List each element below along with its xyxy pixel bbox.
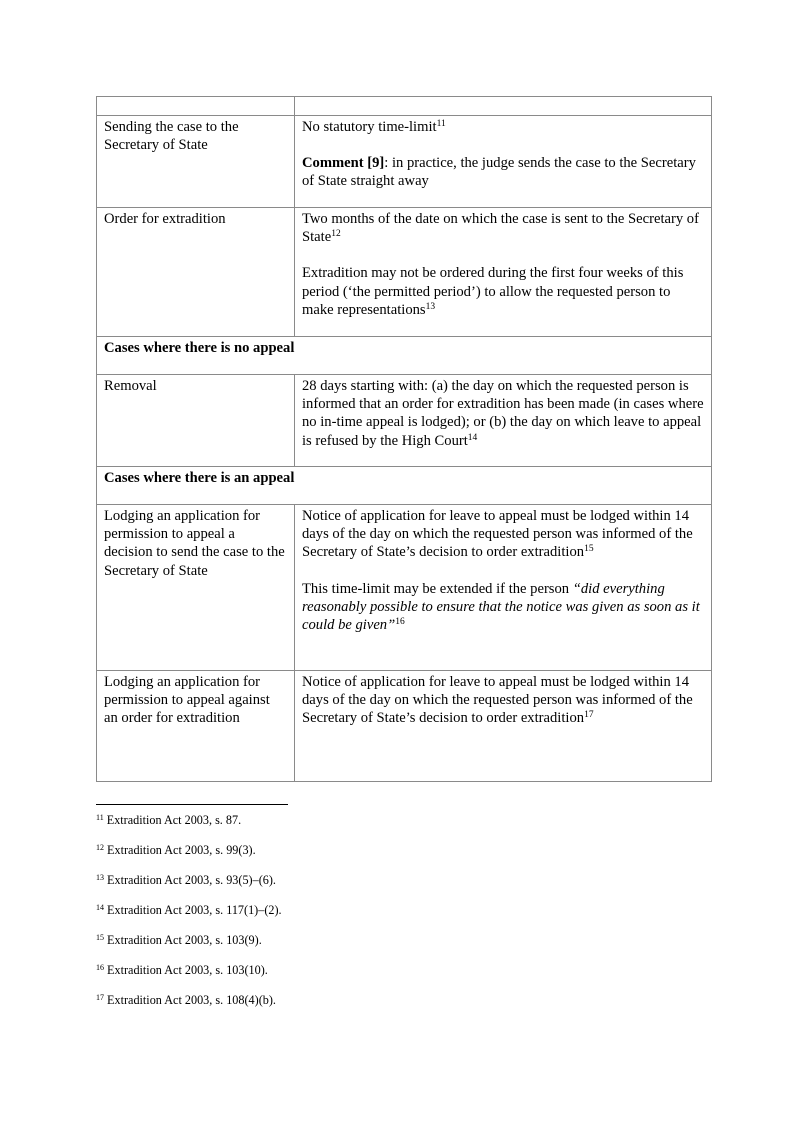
row-label-removal bbox=[97, 375, 295, 467]
footnote-number: 15 bbox=[96, 933, 104, 942]
footnote-divider bbox=[96, 804, 288, 805]
footnote-ref[interactable]: 12 bbox=[331, 229, 341, 240]
footnote-ref[interactable]: 17 bbox=[584, 710, 594, 721]
time-limit-text: Notice of application for leave to appeal must be lodged within 14 days of the day on which the requested person was informed of the Secretary of State’s decision to order extradition bbox=[302, 508, 693, 561]
footnote-text: Extradition Act 2003, s. 93(5)–(6). bbox=[107, 873, 276, 887]
table-row bbox=[97, 116, 712, 208]
footnote bbox=[96, 993, 711, 1008]
footnote-ref[interactable]: 13 bbox=[425, 301, 436, 312]
cell-text bbox=[302, 507, 704, 562]
row-value-removal bbox=[295, 375, 712, 467]
footnote bbox=[96, 933, 711, 948]
footnote bbox=[96, 903, 711, 918]
row-label-sending-case bbox=[97, 116, 295, 208]
row-label-appeal-order bbox=[97, 671, 295, 782]
footnote-text: Extradition Act 2003, s. 87. bbox=[106, 813, 242, 827]
comment-text: : in practice, the judge sends the case to the Secretary of State straight away bbox=[302, 155, 696, 190]
table-row-empty bbox=[97, 97, 712, 116]
footnote-number: 11 bbox=[96, 813, 104, 822]
extension-quote: “did everything reasonably possible to ensure that the notice was given as soon as it could be given” bbox=[302, 580, 700, 634]
section-heading-row bbox=[97, 337, 712, 375]
table-cell bbox=[295, 97, 712, 116]
table-row bbox=[97, 375, 712, 467]
footnote-text: Extradition Act 2003, s. 103(10). bbox=[107, 963, 268, 977]
cell-text bbox=[302, 673, 704, 728]
footnote-ref[interactable]: 11 bbox=[436, 119, 446, 129]
table-row bbox=[97, 208, 712, 337]
footnote bbox=[96, 963, 711, 978]
cell-text bbox=[302, 580, 704, 635]
cell-text: Removal bbox=[104, 378, 157, 394]
footnote-number: 13 bbox=[96, 873, 104, 882]
section-heading-appeal: Cases where there is an appeal bbox=[97, 467, 712, 505]
footnote-text: Extradition Act 2003, s. 103(9). bbox=[107, 933, 262, 947]
row-value-order-extradition bbox=[295, 208, 712, 337]
table-row bbox=[97, 505, 712, 671]
table-row bbox=[97, 671, 712, 782]
footnote-number: 17 bbox=[96, 993, 104, 1002]
footnote-number: 14 bbox=[96, 903, 104, 912]
time-limit-text: 28 days starting with: (a) the day on which the requested person is informed that an order for extradition has been made (in cases where no in-time appeal is lodged); or (b) the day on which leave to appeal is refused by the High Court bbox=[302, 378, 704, 449]
row-value-appeal-order bbox=[295, 671, 712, 782]
footnote-number: 12 bbox=[96, 843, 104, 852]
footnote-text: Extradition Act 2003, s. 99(3). bbox=[107, 843, 256, 857]
cell-text bbox=[302, 377, 704, 450]
extension-text: This time-limit may be extended if the person bbox=[302, 580, 573, 597]
note-text: Extradition may not be ordered during the first four weeks of this period (‘the permitted period’) to allow the requested person to make representations bbox=[302, 265, 684, 318]
footnote-ref[interactable]: 14 bbox=[467, 432, 478, 443]
footnote-text: Extradition Act 2003, s. 117(1)–(2). bbox=[107, 903, 282, 917]
time-limit-text: Notice of application for leave to appeal must be lodged within 14 days of the day on which the requested person was informed of the Secretary of State’s decision to order extradition bbox=[302, 674, 693, 727]
time-limits-table bbox=[96, 96, 712, 782]
footnote bbox=[96, 813, 711, 828]
row-value-sending-case bbox=[295, 116, 712, 208]
cell-text: Lodging an application for permission to appeal against an order for extradition bbox=[104, 674, 270, 727]
footnote-text: Extradition Act 2003, s. 108(4)(b). bbox=[107, 993, 276, 1007]
row-label-order-extradition bbox=[97, 208, 295, 337]
footnote-ref[interactable]: 16 bbox=[395, 617, 405, 628]
section-heading-no-appeal: Cases where there is no appeal bbox=[97, 337, 712, 375]
footnotes bbox=[96, 813, 711, 1023]
cell-text bbox=[302, 264, 704, 319]
cell-text: Sending the case to the Secretary of State bbox=[104, 119, 239, 154]
cell-text: Order for extradition bbox=[104, 211, 226, 227]
cell-text: Lodging an application for permission to appeal a decision to send the case to the Secretary of State bbox=[104, 508, 285, 579]
footnote bbox=[96, 873, 711, 888]
comment-paragraph bbox=[302, 154, 704, 190]
row-value-appeal-send bbox=[295, 505, 712, 671]
time-limit-text: No statutory time-limit bbox=[302, 119, 437, 135]
time-limit-text: Two months of the date on which the case is sent to the Secretary of State bbox=[302, 211, 699, 246]
table-cell bbox=[97, 97, 295, 116]
cell-text bbox=[302, 118, 704, 136]
footnote bbox=[96, 843, 711, 858]
row-label-appeal-send bbox=[97, 505, 295, 671]
footnote-ref[interactable]: 15 bbox=[584, 544, 594, 555]
section-heading-row bbox=[97, 467, 712, 505]
footnote-number: 16 bbox=[96, 963, 104, 972]
cell-text bbox=[302, 210, 704, 246]
comment-label: Comment [9] bbox=[302, 155, 385, 172]
